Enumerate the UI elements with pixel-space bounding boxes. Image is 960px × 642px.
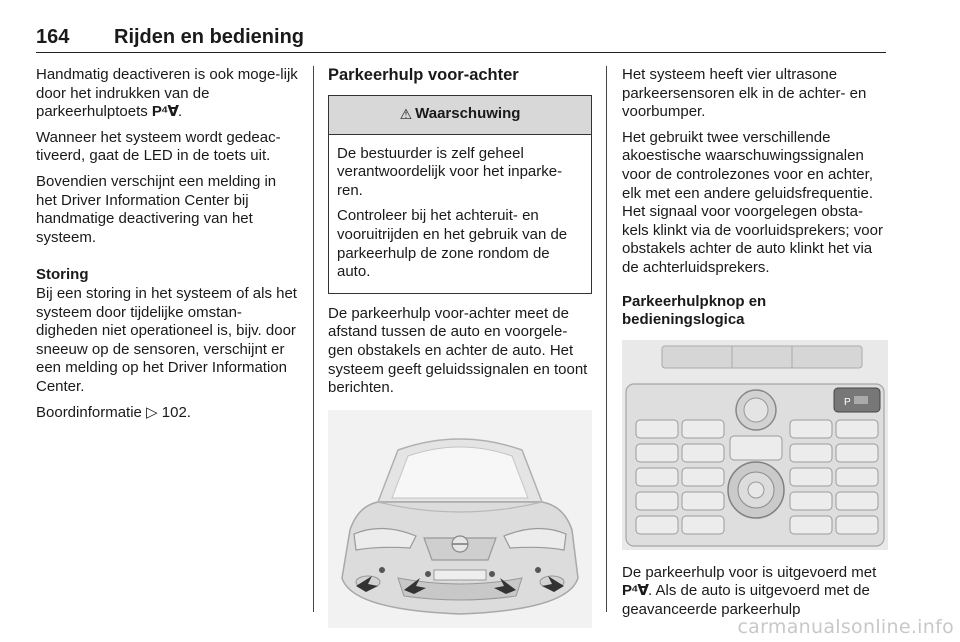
column-divider-2	[606, 66, 607, 612]
paragraph-manual-deactivation: Handmatig deactiveren is ook moge-lijk door het indrukken van de parkeerhulptoets P⁴Ɐ.	[36, 66, 298, 121]
paragraph-fault: Bij een storing in het systeem of als het systeem door tijdelijke omstan-digheden niet operationeel is, bijv. door sneeuw op de sensoren, verschijnt er een melding op het Driver Information Center.	[36, 284, 297, 395]
paragraph-led-off: Wanneer het systeem wordt gedeac-tiveerd, gaat de LED in de toets uit.	[36, 128, 281, 165]
heading-parkeerhulp: Parkeerhulp voor-achter	[328, 66, 519, 84]
paragraph-sensors: Het systeem heeft vier ultrasone parkeersensoren elk in de achter- en voorbumper.	[622, 66, 867, 121]
page-title: Rijden en bediening	[114, 26, 305, 48]
cross-reference-link[interactable]: ▷ 102.	[146, 403, 191, 421]
paragraph-acoustic-signals: Het gebruikt twee verschillende akoestische waarschuwingssignalen voor de controlezones voor en achter, elk met een andere geluidsfrequentie. Het signaal voor voorgelegen obsta-kels klinkt via de voorluidsprekers; voor obstakels achter de auto klinkt het via de achterluidsprekers.	[622, 128, 883, 276]
column-divider-1	[313, 66, 314, 612]
warning-paragraph-1: De bestuurder is zelf geheel verantwoordelijk voor het inparke-ren.	[337, 144, 563, 199]
column-1	[36, 66, 300, 429]
warning-title: Waarschuwing	[415, 105, 521, 123]
warning-box	[328, 95, 592, 294]
svg-text:P: P	[844, 396, 851, 408]
warning-paragraph-2: Controleer bij het achteruit- en vooruitrijden en het gebruik van de parkeerhulp de zone rondom de auto.	[337, 207, 568, 281]
page-header	[36, 26, 886, 53]
parking-assist-symbol-icon: P⁴Ɐ	[622, 582, 649, 600]
heading-button-logic: Parkeerhulpknop en bedieningslogica	[622, 292, 767, 329]
paragraph-cross-ref: Boordinformatie ▷ 102.	[36, 403, 191, 421]
warning-header	[329, 96, 591, 135]
paragraph-system-description: De parkeerhulp voor-achter meet de afstand tussen de auto en voorgele-gen obstakels en achter de auto. Het systeem geeft geluidssignalen en toont berichten.	[328, 304, 588, 397]
car-front-illustration	[328, 410, 592, 628]
warning-body	[329, 135, 591, 293]
parking-assist-symbol-icon: P⁴Ɐ	[151, 103, 178, 121]
paragraph-dic-message: Bovendien verschijnt een melding in het Driver Information Center bij handmatige deactivering van het systeem.	[36, 172, 277, 246]
center-console-panel-image	[622, 340, 888, 550]
paragraph-front-parking: De parkeerhulp voor is uitgevoerd met P⁴Ɐ. Als de auto is uitgevoerd met de geavanceerde parkeerhulp	[622, 563, 877, 618]
column-2	[328, 66, 592, 628]
page-number: 164	[36, 26, 70, 48]
warning-triangle-icon: ⚠	[399, 106, 413, 123]
column-3	[622, 66, 888, 627]
heading-storing: Storing	[36, 266, 89, 284]
watermark: carmanualsonline.info	[737, 616, 954, 638]
